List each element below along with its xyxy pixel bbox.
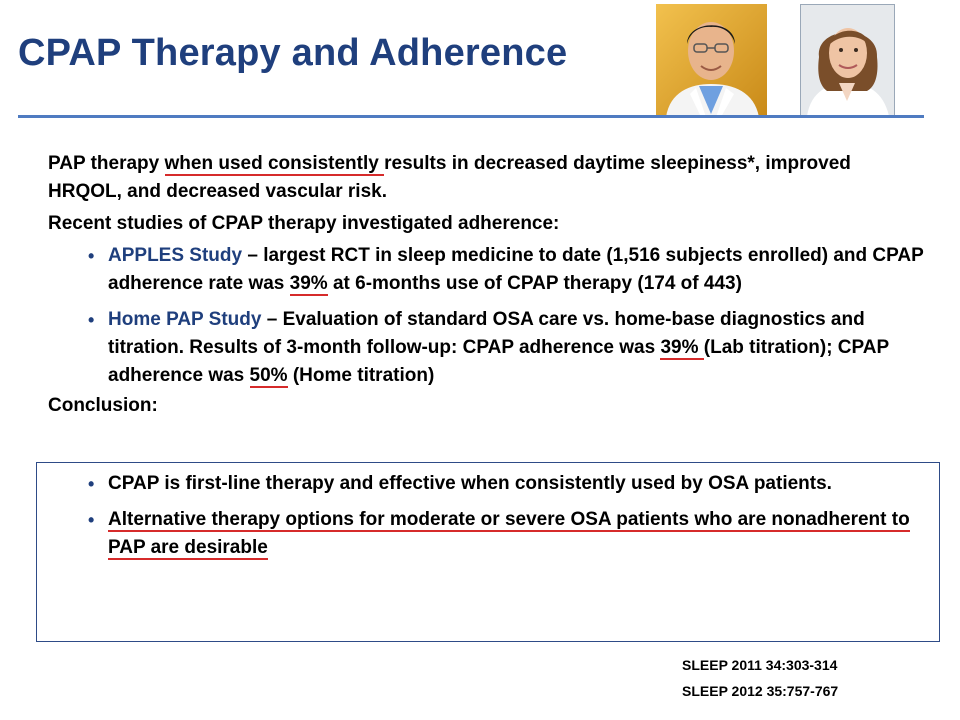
slide-body xyxy=(48,150,928,420)
study-text: at 6-months use of CPAP therapy (174 of 443) xyxy=(327,273,742,294)
study-list xyxy=(48,242,928,390)
study-text: (Home titration) xyxy=(287,365,435,386)
list-item xyxy=(48,470,928,498)
intro-text: PAP therapy xyxy=(48,153,165,174)
bullet-icon: • xyxy=(88,510,95,530)
list-item-home-pap xyxy=(48,306,928,390)
study-name: APPLES Study xyxy=(108,245,243,266)
list-item-apples xyxy=(48,242,928,298)
conclusion-text: CPAP is first-line therapy and effective when consistently used by OSA patients. xyxy=(108,473,832,494)
list-item xyxy=(48,506,928,562)
bullet-icon: • xyxy=(88,474,95,494)
conclusion-list xyxy=(48,470,928,570)
title-divider xyxy=(18,115,924,118)
reference-2: SLEEP 2012 35:757-767 xyxy=(682,683,839,699)
study-text: Evaluation of standard OSA care vs. home-base diagnostics and titration. Results of 3-month follow-up: CPAP adherence was xyxy=(108,309,865,358)
bullet-icon: • xyxy=(88,310,95,330)
dash: – xyxy=(242,245,264,266)
conclusion-label: Conclusion: xyxy=(48,395,158,416)
presenter-photo-1 xyxy=(656,4,767,117)
person-portrait-icon xyxy=(656,4,767,117)
adherence-rate: 39% xyxy=(289,273,328,294)
bullet-icon: • xyxy=(88,246,95,266)
slide-title: CPAP Therapy and Adherence xyxy=(18,32,568,74)
adherence-rate-home: 50% xyxy=(249,365,288,386)
intro-paragraph-1 xyxy=(48,150,928,206)
study-text: largest RCT in sleep medicine to date (1,516 subjects enrolled) and CPAP adherence rate was xyxy=(108,245,924,294)
person-portrait-icon xyxy=(801,5,894,116)
reference-1: SLEEP 2011 34:303-314 xyxy=(682,657,838,673)
references xyxy=(682,652,838,704)
presenter-photo-2 xyxy=(800,4,895,117)
adherence-rate-lab: 39% xyxy=(660,337,704,358)
underlined-phrase: when used consistently xyxy=(164,153,385,174)
study-text: (Lab titration); CPAP adherence was xyxy=(108,337,889,386)
intro-paragraph-2: Recent studies of CPAP therapy investigated adherence: xyxy=(48,213,560,234)
study-name: Home PAP Study xyxy=(108,309,262,330)
conclusion-items xyxy=(48,470,928,562)
intro-text: results in decreased daytime sleepiness*, improved HRQOL, and decreased vascular risk. xyxy=(48,153,851,202)
dash: – xyxy=(261,309,283,330)
conclusion-text-underlined: Alternative therapy options for moderate or severe OSA patients who are nonadherent to PAP are desirable xyxy=(108,509,910,558)
